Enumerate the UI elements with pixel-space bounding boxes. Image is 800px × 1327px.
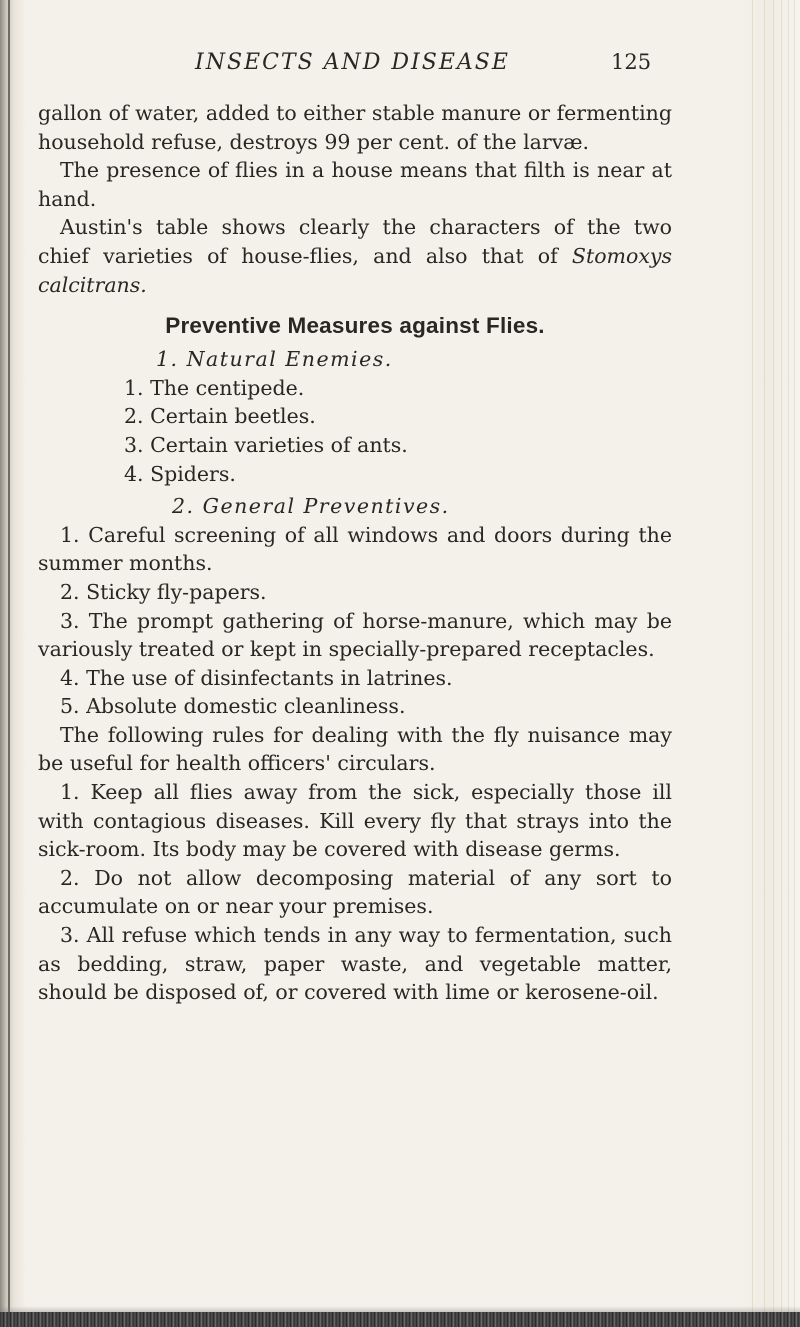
page-edge-right [740,0,800,1327]
page-edges-bottom [0,1312,800,1327]
austin-paragraph [38,213,672,299]
list-item: 4. Spiders. [124,461,236,486]
list-item: 2. Certain beetles. [124,404,316,429]
preventive-item: 2. Sticky fly-papers. [60,579,267,604]
rule-item: 1. Keep all flies away from the sick, especially those ill with contagious diseases. Kill every fly that strays into the sick-room. Its body may be covered with disease germs. [38,780,672,862]
filth-paragraph: The presence of flies in a house means that filth is near at hand. [38,158,672,211]
species-name: Stomoxys calcitrans. [38,243,672,297]
preventive-item: 1. Careful screening of all windows and doors during the summer months. [38,522,672,576]
general-preventives-heading: 2. General Preventives. [172,494,450,519]
rules-intro: The following rules for dealing with the fly nuisance may be useful for health officers' circulars. [38,722,672,776]
rule-item: 3. All refuse which tends in any way to fermentation, such as bedding, straw, paper waste, and vegetable matter, should be disposed of, or covered with lime or kerosene-oil. [38,923,672,1005]
list-item: 1. The centipede. [124,375,305,400]
austin-paragraph-text: Austin's table shows clearly the characters of the two chief varieties of house-flies, and also that of [38,215,672,268]
preventive-item: 3. The prompt gathering of horse-manure, which may be variously treated or kept in specially-prepared receptacles. [38,608,672,662]
opening-paragraph: gallon of water, added to either stable manure or fermenting household refuse, destroys 99 per cent. of the larvæ. [38,101,672,154]
preventive-item: 5. Absolute domestic cleanliness. [60,694,406,719]
page-body [38,99,672,1007]
page-number: 125 [611,50,652,74]
list-item: 3. Certain varieties of ants. [124,432,408,457]
natural-enemies-list [38,374,672,488]
natural-enemies-heading: 1. Natural Enemies. [156,347,393,372]
rule-item: 2. Do not allow decomposing material of any sort to accumulate on or near your premises. [38,865,672,919]
running-head [0,50,800,84]
binding-edge [8,0,10,1327]
section-heading: Preventive Measures against Flies. [165,313,545,339]
running-head-title: INSECTS AND DISEASE [195,50,510,75]
preventive-item: 4. The use of disinfectants in latrines. [60,665,453,690]
binding-shadow [0,0,26,1327]
